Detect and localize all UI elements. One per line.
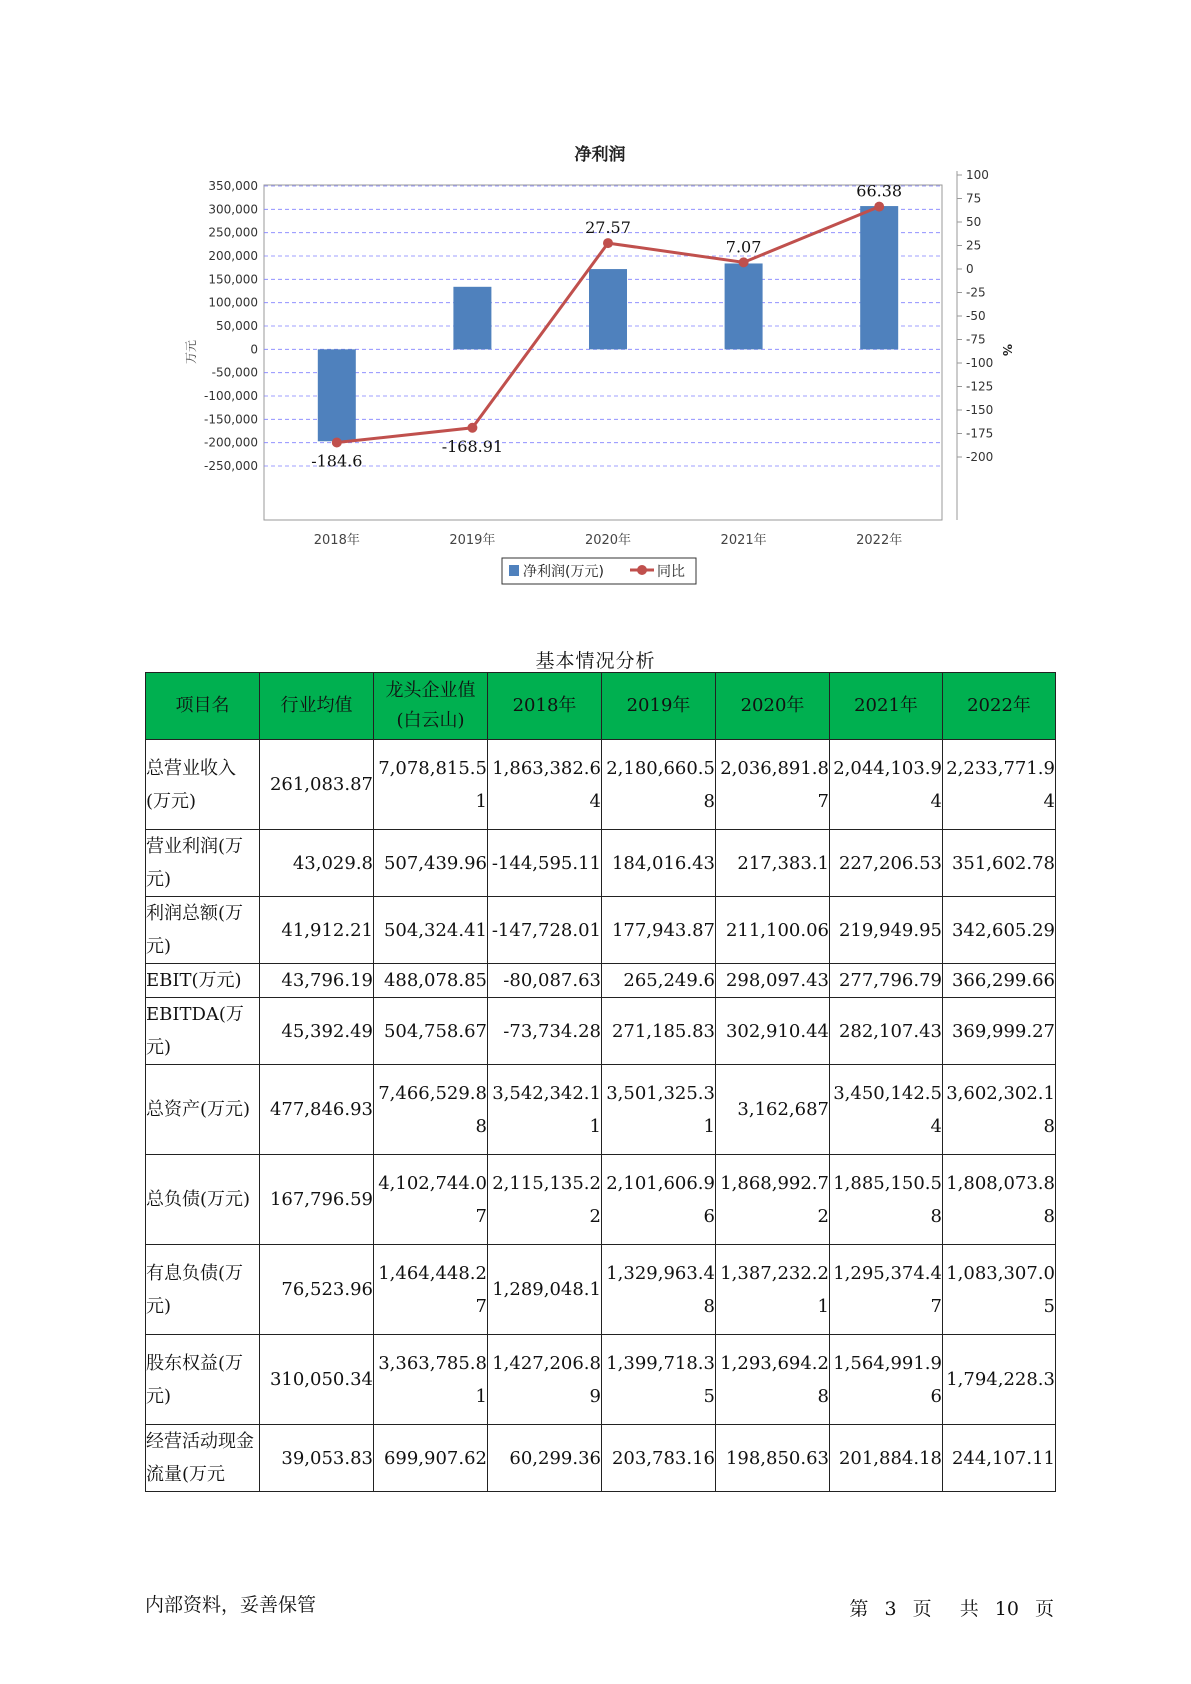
value-cell: 217,383.1: [716, 830, 830, 897]
value-cell: -144,595.11: [488, 830, 602, 897]
y2-tick-label: 25: [966, 238, 982, 253]
value-cell: 1,387,232.21: [716, 1245, 830, 1335]
table-row: [146, 998, 1056, 1065]
y2-tick-label: 50: [966, 215, 982, 229]
value-cell: 3,542,342.11: [488, 1065, 602, 1155]
y-tick-label: -250,000: [204, 459, 258, 473]
value-cell: 488,078.85: [374, 964, 488, 998]
legend-item-yoy: 同比: [657, 564, 685, 580]
x-axis: [264, 520, 942, 548]
value-cell: 1,289,048.1: [488, 1245, 602, 1335]
value-cell: 1,464,448.27: [374, 1245, 488, 1335]
table-row: [146, 1335, 1056, 1425]
basic-analysis-table: [145, 672, 1056, 1492]
value-cell: 265,249.6: [602, 964, 716, 998]
value-cell: 366,299.66: [943, 964, 1056, 998]
value-cell: 1,427,206.89: [488, 1335, 602, 1425]
x-tick-label: 2020年: [584, 533, 632, 548]
row-label: EBITDA(万元): [146, 998, 260, 1065]
y2-tick-label: 0: [966, 262, 974, 276]
yoy-data-label: -184.6: [311, 451, 363, 471]
value-cell: 203,783.16: [602, 1425, 716, 1492]
value-cell: 504,758.67: [374, 998, 488, 1065]
value-cell: 271,185.83: [602, 998, 716, 1065]
table-header-row: [146, 673, 1056, 740]
value-cell: 2,044,103.94: [830, 740, 943, 830]
header-cell: 2018年: [488, 673, 602, 740]
header-cell: 2021年: [830, 673, 943, 740]
bar: [860, 206, 898, 349]
value-cell: 1,885,150.58: [830, 1155, 943, 1245]
x-tick-label: 2019年: [449, 533, 496, 548]
y2-tick-label: 100: [966, 168, 989, 182]
table-row: [146, 964, 1056, 998]
table-row: [146, 1245, 1056, 1335]
value-cell: 1,083,307.05: [943, 1245, 1056, 1335]
value-cell: 1,295,374.47: [830, 1245, 943, 1335]
value-cell: 45,392.49: [260, 998, 374, 1065]
y-tick-label: -50,000: [211, 365, 258, 380]
value-cell: 43,796.19: [260, 964, 374, 998]
bar: [589, 269, 627, 349]
value-cell: 177,943.87: [602, 897, 716, 964]
value-cell: 2,180,660.58: [602, 740, 716, 830]
page-label-4: 页: [1034, 1598, 1054, 1620]
value-cell: 3,602,302.18: [943, 1065, 1056, 1155]
value-cell: 4,102,744.07: [374, 1155, 488, 1245]
yoy-data-label: -168.91: [441, 436, 504, 456]
y-tick-label: -200,000: [204, 435, 258, 450]
legend-bar-swatch: [509, 565, 519, 576]
footer-confidential: 内部资料，妥善保管: [145, 1594, 317, 1616]
row-label: 股东权益(万元): [146, 1335, 260, 1425]
y2-tick-label: -100: [966, 356, 994, 370]
value-cell: 369,999.27: [943, 998, 1056, 1065]
legend-item-net-profit: 净利润(万元): [523, 564, 604, 580]
yoy-point: [739, 257, 749, 267]
page-total: 10: [994, 1598, 1019, 1620]
x-tick-label: 2018年: [313, 533, 360, 548]
table-row: [146, 1155, 1056, 1245]
y2-tick-label: -150: [966, 403, 994, 417]
value-cell: 60,299.36: [488, 1425, 602, 1492]
table-row: [146, 740, 1056, 830]
table-row: [146, 830, 1056, 897]
yoy-data-label: 7.07: [725, 237, 762, 257]
value-cell: -147,728.01: [488, 897, 602, 964]
y2-axis-label: %: [1000, 343, 1014, 357]
y-tick-label: 100,000: [208, 295, 258, 310]
value-cell: 7,466,529.88: [374, 1065, 488, 1155]
value-cell: 1,293,694.28: [716, 1335, 830, 1425]
x-tick-label: 2022年: [856, 533, 903, 548]
value-cell: 1,329,963.48: [602, 1245, 716, 1335]
value-cell: 219,949.95: [830, 897, 943, 964]
yoy-point: [874, 202, 884, 212]
y2-tick-label: -50: [966, 309, 986, 323]
value-cell: 3,363,785.81: [374, 1335, 488, 1425]
value-cell: 504,324.41: [374, 897, 488, 964]
value-cell: 261,083.87: [260, 740, 374, 830]
value-cell: 184,016.43: [602, 830, 716, 897]
value-cell: 699,907.62: [374, 1425, 488, 1492]
row-label: 总负债(万元): [146, 1155, 260, 1245]
header-cell: 2022年: [943, 673, 1056, 740]
row-label: EBIT(万元): [146, 964, 260, 998]
table-body: [146, 740, 1056, 1492]
yoy-point: [467, 423, 477, 433]
yoy-point: [603, 238, 613, 248]
value-cell: 201,884.18: [830, 1425, 943, 1492]
value-cell: 3,501,325.31: [602, 1065, 716, 1155]
left-axis: [204, 179, 258, 473]
header-cell: 行业均值: [260, 673, 374, 740]
value-cell: 3,450,142.54: [830, 1065, 943, 1155]
value-cell: 1,863,382.64: [488, 740, 602, 830]
chart-canvas: [0, 0, 1191, 600]
y2-tick-label: -75: [966, 332, 986, 347]
table-title: 基本情况分析: [535, 650, 656, 672]
y2-tick-label: -200: [966, 450, 994, 464]
bar: [453, 287, 491, 350]
value-cell: 227,206.53: [830, 830, 943, 897]
value-cell: 211,100.06: [716, 897, 830, 964]
row-label: 经营活动现金流量(万元: [146, 1425, 260, 1492]
value-cell: 1,399,718.35: [602, 1335, 716, 1425]
yoy-data-label: 66.38: [856, 181, 903, 201]
header-cell: 2019年: [602, 673, 716, 740]
value-cell: -73,734.28: [488, 998, 602, 1065]
value-cell: 198,850.63: [716, 1425, 830, 1492]
y-tick-label: 350,000: [208, 179, 258, 193]
value-cell: 342,605.29: [943, 897, 1056, 964]
y-tick-label: 0: [250, 342, 258, 357]
y2-tick-label: -25: [966, 285, 986, 300]
y2-tick-label: -175: [966, 426, 994, 441]
row-label: 总营业收入(万元): [146, 740, 260, 830]
y2-tick-label: 75: [966, 191, 982, 206]
value-cell: 41,912.21: [260, 897, 374, 964]
value-cell: 76,523.96: [260, 1245, 374, 1335]
chart-title: 净利润: [574, 145, 626, 165]
header-cell: 项目名: [146, 673, 260, 740]
value-cell: 1,564,991.96: [830, 1335, 943, 1425]
x-tick-label: 2021年: [720, 533, 767, 548]
value-cell: 1,868,992.72: [716, 1155, 830, 1245]
right-axis: [957, 168, 993, 520]
value-cell: 477,846.93: [260, 1065, 374, 1155]
page-label-1: 第: [849, 1598, 869, 1620]
y-tick-label: 300,000: [208, 202, 258, 217]
y-tick-label: 250,000: [208, 225, 258, 240]
header-cell: 2020年: [716, 673, 830, 740]
value-cell: 1,794,228.3: [943, 1335, 1056, 1425]
value-cell: 507,439.96: [374, 830, 488, 897]
page-label-2: 页: [912, 1598, 932, 1620]
table-row: [146, 897, 1056, 964]
value-cell: 7,078,815.51: [374, 740, 488, 830]
value-cell: 310,050.34: [260, 1335, 374, 1425]
value-cell: 282,107.43: [830, 998, 943, 1065]
value-cell: 298,097.43: [716, 964, 830, 998]
yoy-data-label: 27.57: [585, 218, 631, 238]
value-cell: 2,036,891.87: [716, 740, 830, 830]
y-tick-label: -100,000: [204, 389, 258, 403]
value-cell: 302,910.44: [716, 998, 830, 1065]
net-profit-chart: [0, 0, 1191, 600]
yoy-point: [332, 438, 342, 448]
value-cell: 351,602.78: [943, 830, 1056, 897]
value-cell: -80,087.63: [488, 964, 602, 998]
header-cell: 龙头企业值(白云山): [374, 673, 488, 740]
value-cell: 39,053.83: [260, 1425, 374, 1492]
y-tick-label: 150,000: [208, 272, 258, 287]
y-tick-label: 200,000: [208, 249, 258, 263]
value-cell: 2,115,135.22: [488, 1155, 602, 1245]
table-row: [146, 1065, 1056, 1155]
page-label-3: 共: [959, 1598, 979, 1620]
legend: [502, 558, 696, 584]
value-cell: 167,796.59: [260, 1155, 374, 1245]
value-cell: 244,107.11: [943, 1425, 1056, 1492]
footer-page-number: [839, 1594, 1054, 1621]
y-tick-label: 50,000: [216, 319, 258, 333]
value-cell: 277,796.79: [830, 964, 943, 998]
value-cell: 1,808,073.88: [943, 1155, 1056, 1245]
value-cell: 2,101,606.96: [602, 1155, 716, 1245]
value-cell: 43,029.8: [260, 830, 374, 897]
value-cell: 2,233,771.94: [943, 740, 1056, 830]
value-cell: 3,162,687: [716, 1065, 830, 1155]
row-label: 利润总额(万元): [146, 897, 260, 964]
y-tick-label: -150,000: [204, 412, 258, 427]
page-current: 3: [884, 1598, 897, 1620]
table-row: [146, 1425, 1056, 1492]
row-label: 有息负债(万元): [146, 1245, 260, 1335]
row-label: 营业利润(万元): [146, 830, 260, 897]
row-label: 总资产(万元): [146, 1065, 260, 1155]
legend-line-marker: [637, 565, 647, 575]
bar: [725, 263, 763, 349]
y2-tick-label: -125: [966, 379, 994, 394]
y-axis-label: 万元: [184, 339, 198, 365]
bar: [318, 349, 356, 441]
